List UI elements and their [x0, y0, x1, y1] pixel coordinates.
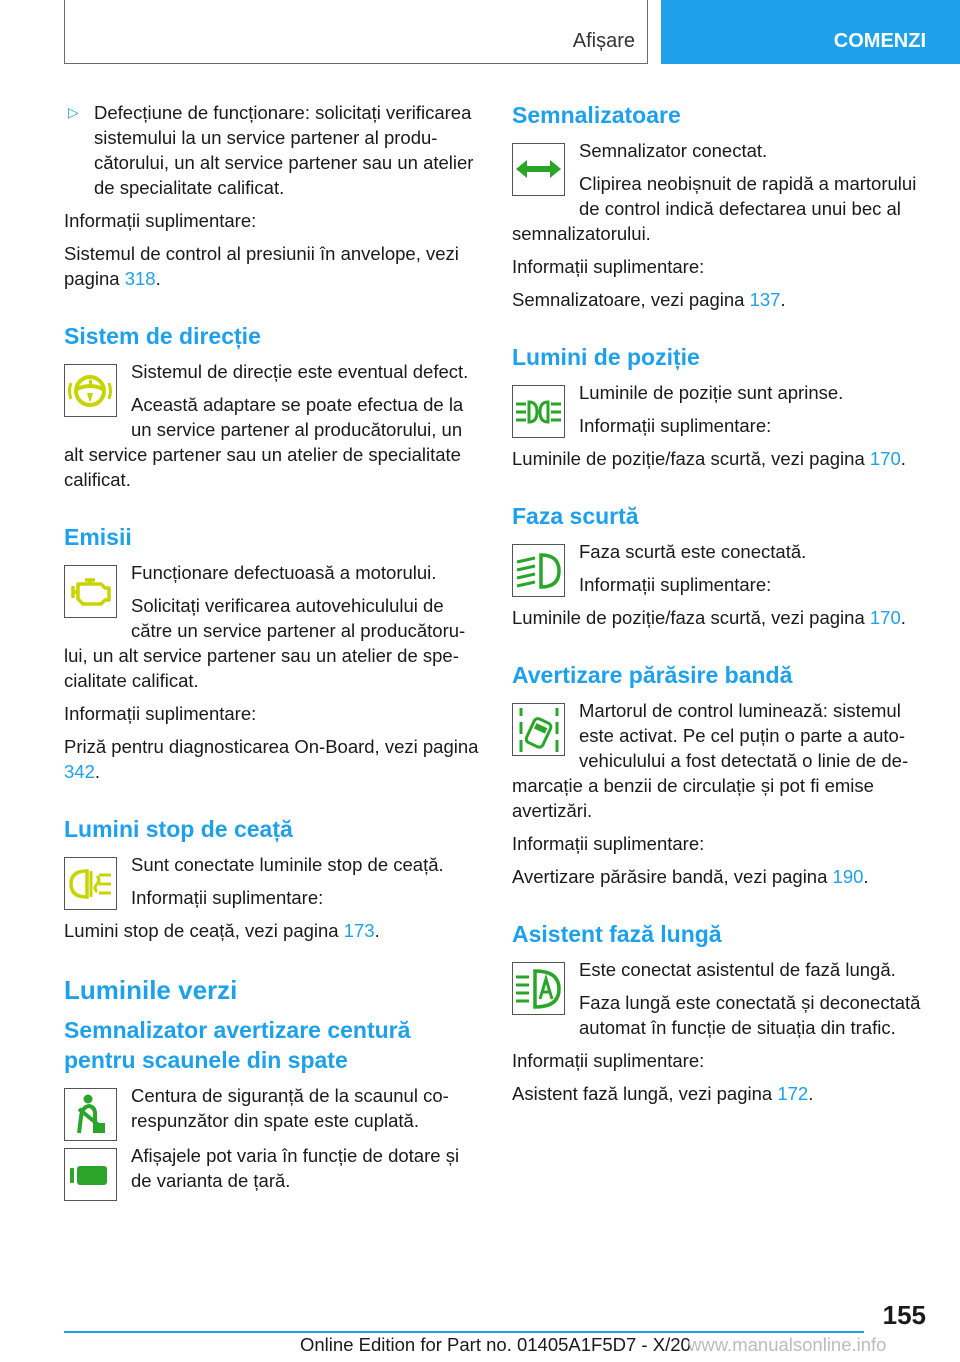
footer-edition: Online Edition for Part no. 01405A1F5D7 - X/20 [300, 1334, 691, 1355]
rearfog-text-1: Sunt conectate luminile stop de ceață. [131, 854, 444, 875]
parking-page-link[interactable]: 170 [869, 448, 901, 469]
turn-reference-text: Semnalizatoare, vezi pagina [512, 289, 750, 310]
emissions-reference-text: Priză pentru diagnosticarea On-Board, vezi pagina [64, 736, 479, 757]
bullet-text: Defecțiune de funcționare: solicitați verificarea sistemului la un service partener al producătorului, un alt service partener sau un atelier de specialitate calificat. [94, 102, 474, 198]
page-number: 155 [882, 1300, 926, 1330]
emissions-text-2: Solicitați verificarea autovehiculului de către un service partener al producătorului, un alt service partener sau un atelier de specialitate calificat. [64, 595, 466, 691]
parking-title: Lumini de poziție [512, 344, 700, 370]
emissions-page-link[interactable]: 342 [64, 761, 95, 782]
engine-warning-icon [64, 565, 117, 618]
highbeam-info-label: Informații suplimentare: [512, 1050, 705, 1071]
emissions-reference: Priză pentru diagnosticarea On-Board, vezi pagina 342. [64, 736, 479, 782]
parking-light-icon [512, 385, 565, 438]
header-section-label: Afișare [572, 30, 635, 52]
green-lights-title: Luminile verzi [64, 975, 238, 1005]
lowbeam-text-1: Faza scurtă este conectată. [579, 541, 807, 562]
seatbelt-icon [64, 1088, 117, 1141]
steering-text-1: Sistemul de direcție este eventual defect. [131, 361, 469, 382]
highbeam-text-2: Faza lungă este conectată și deconectată automat în funcție de situația din trafic. [579, 992, 921, 1038]
lane-info-label: Informații suplimentare: [512, 833, 705, 854]
turn-info-label: Informații suplimentare: [512, 256, 705, 277]
turn-text-1: Semnalizator conectat. [579, 140, 768, 161]
highbeam-text-1: Este conectat asistentul de fază lungă. [579, 959, 896, 980]
rearfog-info-label: Informații suplimentare: [131, 887, 324, 908]
tpms-page-link[interactable]: 318 [124, 268, 156, 289]
header-section-tab [64, 0, 648, 64]
emissions-text-1: Funcționare defectuoasă a motorului. [131, 562, 437, 583]
highbeam-page-link[interactable]: 172 [777, 1083, 809, 1104]
turn-title: Semnalizatoare [512, 102, 681, 128]
lowbeam-entry [512, 539, 928, 630]
lane-departure-icon [512, 703, 565, 756]
lowbeam-page-link[interactable]: 170 [869, 607, 901, 628]
tpms-reference: Sistemul de control al presiunii în anvelope, vezi pagina 318. [64, 243, 459, 289]
turn-signal-icon [512, 143, 565, 196]
bullet-item [64, 100, 480, 200]
rearfog-reference-text: Lumini stop de ceață, vezi pagina [64, 920, 344, 941]
turn-page-link[interactable]: 137 [749, 289, 781, 310]
lane-reference-text: Avertizare părăsire bandă, vezi pagina [512, 866, 833, 887]
header-chapter-tab [661, 0, 960, 64]
lowbeam-reference-text: Luminile de poziție/faza scurtă, vezi pagina [512, 607, 870, 628]
right-column [512, 100, 928, 1106]
emissions-info-label: Informații suplimentare: [64, 703, 257, 724]
info-label: Informații suplimentare: [64, 210, 257, 231]
header-chapter-label: COMENZI [833, 30, 926, 52]
highbeam-title: Asistent fază lungă [512, 921, 722, 947]
highbeam-reference-text: Asistent fază lungă, vezi pagina [512, 1083, 778, 1104]
parking-entry [512, 380, 928, 471]
belt-entry-2 [64, 1143, 480, 1203]
highbeam-entry [512, 957, 928, 1040]
turn-text-2: Clipirea neobișnuit de rapidă a martorului de control indică defectarea unui bec al semnalizatorului. [512, 173, 917, 244]
steering-warning-icon [64, 364, 117, 417]
steering-title: Sistem de direcție [64, 323, 261, 349]
footer-divider [64, 1331, 864, 1333]
low-beam-icon [512, 544, 565, 597]
lane-text-1: Martorul de control luminează: sistemul este activat. Pe cel puțin o parte a autovehiculului a fost detectată o linie de demarcație a benzii de circulație și pot fi emise avertizări. [512, 700, 909, 821]
lane-title: Avertizare părăsire bandă [512, 662, 793, 688]
steering-text-2: Această adaptare se poate efectua de la un service partener al producătorului, un alt service partener sau un atelier de specialitate calificat. [64, 394, 464, 490]
rear-seat-indicator-icon [64, 1148, 117, 1201]
watermark: www.manualsonline.info [688, 1334, 887, 1355]
belt-text-2: Afișajele pot varia în funcție de dotare și de varianta de țară. [131, 1145, 460, 1191]
highbeam-reference: Asistent fază lungă, vezi pagina 172. [512, 1083, 814, 1104]
rear-fog-light-icon [64, 857, 117, 910]
lane-reference: Avertizare părăsire bandă, vezi pagina 190. [512, 866, 869, 887]
belt-text-1: Centura de siguranță de la scaunul corespunzător din spate este cuplată. [131, 1085, 449, 1131]
rearfog-reference: Lumini stop de ceață, vezi pagina 173. [64, 920, 380, 941]
lane-page-link[interactable]: 190 [832, 866, 864, 887]
lowbeam-info-label: Informații suplimentare: [579, 574, 772, 595]
emissions-title: Emisii [64, 524, 132, 550]
tpms-reference-text: Sistemul de control al presiunii în anvelope, vezi pagina [64, 243, 459, 289]
rearfog-title: Lumini stop de ceață [64, 816, 293, 842]
rearfog-entry [64, 852, 480, 943]
emissions-entry [64, 560, 480, 693]
steering-entry [64, 359, 480, 492]
parking-reference-text: Luminile de poziție/faza scurtă, vezi pagina [512, 448, 870, 469]
belt-entry [64, 1083, 480, 1143]
rearfog-page-link[interactable]: 173 [343, 920, 375, 941]
turn-entry [512, 138, 928, 246]
belt-title: Semnalizator avertizare centură pentru scaunele din spate [64, 1017, 411, 1073]
lowbeam-title: Faza scurtă [512, 503, 639, 529]
parking-reference: Luminile de poziție/faza scurtă, vezi pagina 170. [512, 448, 906, 469]
left-column [64, 100, 480, 1203]
parking-info-label: Informații suplimentare: [579, 415, 772, 436]
parking-text-1: Luminile de poziție sunt aprinse. [579, 382, 844, 403]
turn-reference: Semnalizatoare, vezi pagina 137. [512, 289, 786, 310]
triangle-bullet-icon: ▷ [68, 104, 79, 120]
lowbeam-reference: Luminile de poziție/faza scurtă, vezi pagina 170. [512, 607, 906, 628]
high-beam-assistant-icon [512, 962, 565, 1015]
lane-entry [512, 698, 928, 823]
